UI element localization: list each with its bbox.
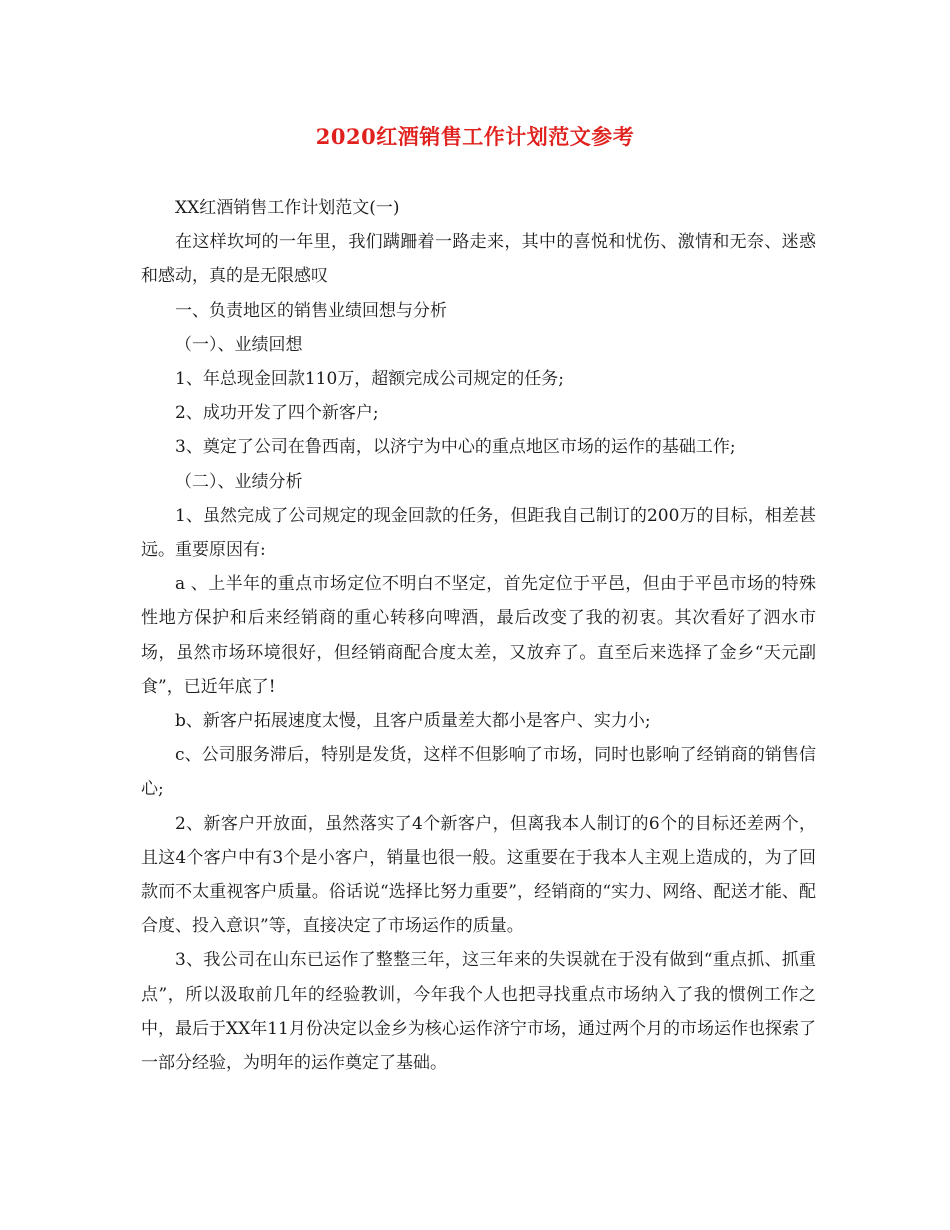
list-item-analysis-2: 2、新客户开放面，虽然落实了4个新客户，但离我本人制订的6个的目标还差两个，且这4个客户中有3个是小客户，销量也很一般。这重要在于我本人主观上造成的，为了回款而不太重视客户质量。俗话说“选择比努力重要”，经销商的“实力、网络、配送才能、配合度、投入意识”等，直接决定了市场运作的质量。 [141, 813, 816, 937]
list-item-analysis-b: b、新客户拓展速度太慢，且客户质量差大都小是客户、实力小; [175, 711, 651, 732]
document-body [141, 191, 816, 1080]
document-title: 2020红酒销售工作计划范文参考 [315, 124, 635, 149]
list-item-performance-2: 2、成功开发了四个新客户; [175, 403, 379, 424]
paragraph-intro: 在这样坎坷的一年里，我们蹒跚着一路走来，其中的喜悦和忧伤、激情和无奈、迷惑和感动，真的是无限感叹 [141, 232, 816, 287]
list-item-analysis-3: 3、我公司在山东已运作了整整三年，这三年来的失误就在于没有做到“重点抓、抓重点”，所以汲取前几年的经验教训，今年我个人也把寻找重点市场纳入了我的惯例工作之中，最后于XX年11月份决定以金乡为核心运作济宁市场，通过两个月的市场运作也探索了一部分经验，为明年的运作奠定了基础。 [141, 950, 816, 1074]
list-item-performance-1: 1、年总现金回款110万，超额完成公司规定的任务; [175, 369, 564, 390]
subsection-heading-analysis: （二）、业绩分析 [175, 471, 303, 492]
paragraph-plan-heading: XX红酒销售工作计划范文(一) [175, 198, 400, 218]
list-item-performance-3: 3、奠定了公司在鲁西南，以济宁为中心的重点地区市场的运作的基础工作; [175, 437, 736, 458]
list-item-analysis-c: c、公司服务滞后，特别是发货，这样不但影响了市场，同时也影响了经销商的销售信心; [141, 745, 816, 800]
section-heading-review: 一、负责地区的销售业绩回想与分析 [175, 300, 447, 321]
list-item-analysis-1: 1、虽然完成了公司规定的现金回款的任务，但距我自己制订的200万的目标，相差甚远。重要原因有: [141, 505, 816, 561]
list-item-analysis-a: a 、上半年的重点市场定位不明白不坚定，首先定位于平邑，但由于平邑市场的特殊性地方保护和后来经销商的重心转移向啤酒，最后改变了我的初衷。其次看好了泗水市场，虽然市场环境很好，但经销商配合度太差，又放弃了。直至后来选择了金乡“天元副食”，已近年底了! [141, 574, 816, 697]
subsection-heading-performance: （一）、业绩回想 [175, 334, 303, 355]
